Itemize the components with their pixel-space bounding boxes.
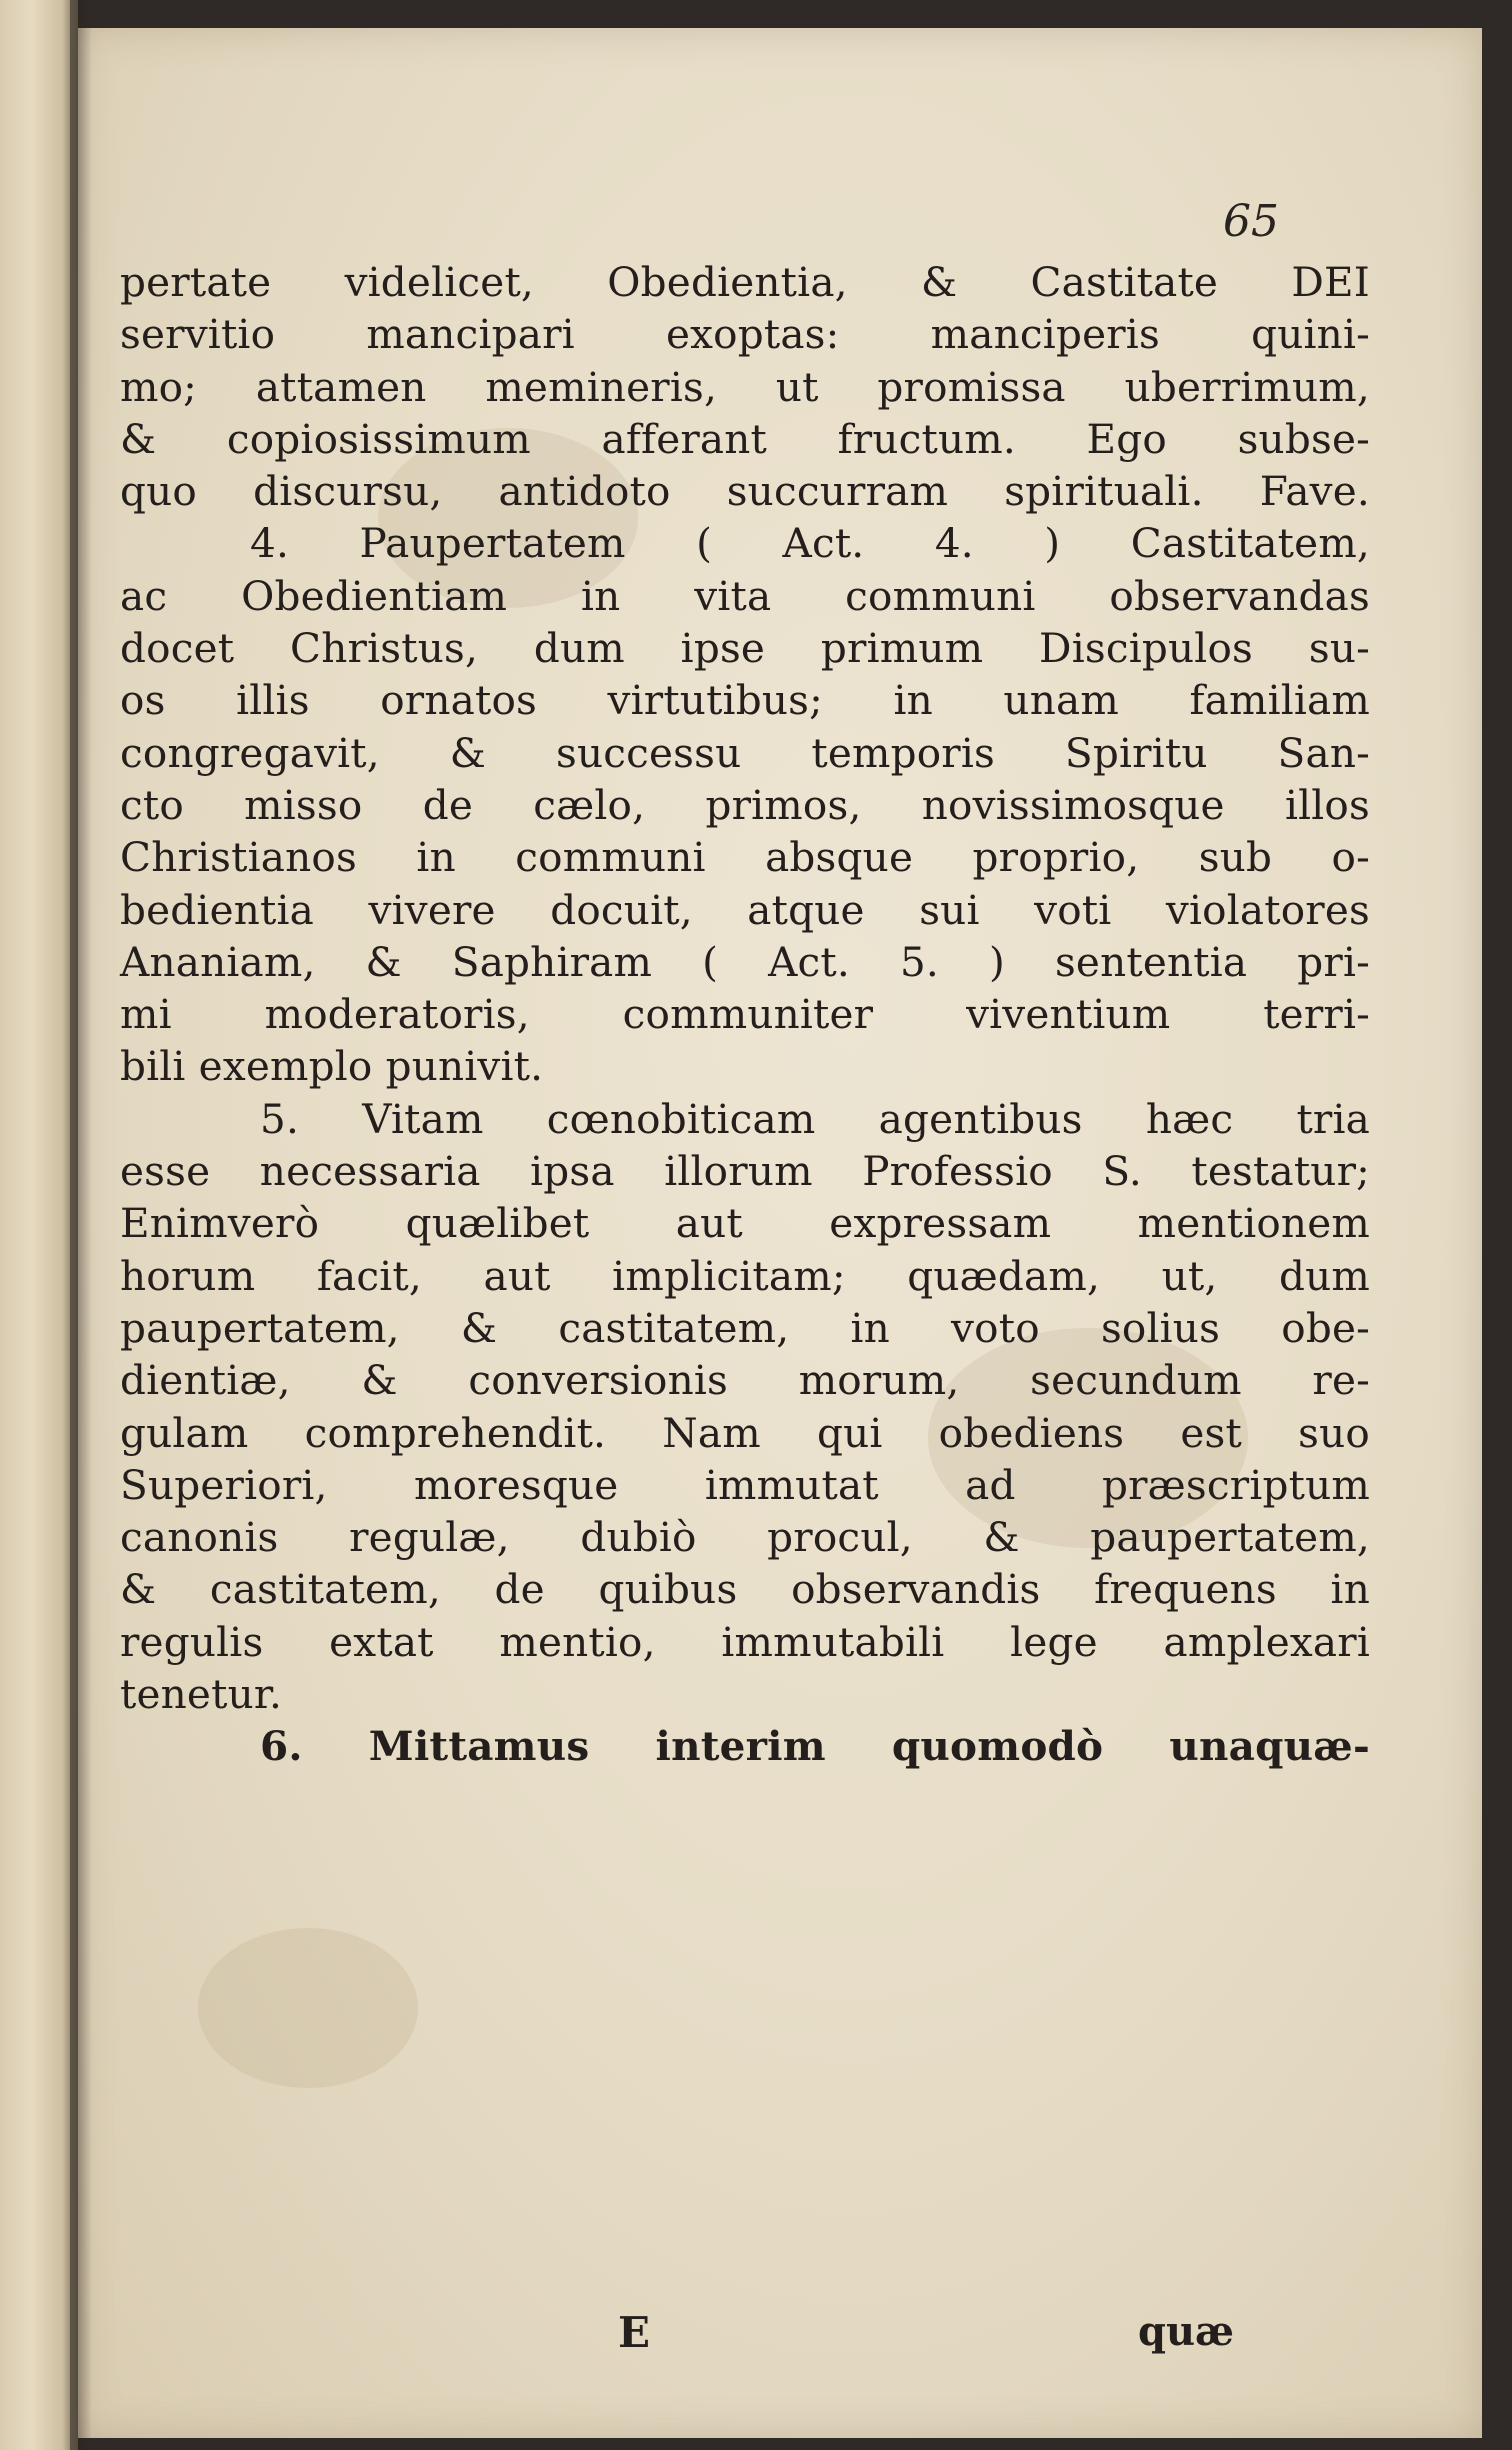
text-line: servitio mancipari exoptas: manciperis quini- <box>120 310 1370 359</box>
text-line: Christianos in communi absque proprio, sub o- <box>120 833 1370 882</box>
book-page <box>78 28 1482 2438</box>
text-line: canonis regulæ, dubiò procul, & paupertatem, <box>120 1513 1370 1562</box>
text-line: & castitatem, de quibus observandis frequens in <box>120 1565 1370 1614</box>
spine-shadow <box>70 0 92 2450</box>
text-line: ac Obedientiam in vita communi observandas <box>120 571 1370 620</box>
text-line: mo; attamen memineris, ut promissa uberrimum, <box>120 362 1370 411</box>
text-line: dientiæ, & conversionis morum, secundum re- <box>120 1356 1370 1405</box>
foxing-stain <box>198 1928 418 2088</box>
text-line: 5. Vitam cœnobiticam agentibus hæc tria <box>260 1094 1370 1143</box>
text-line: paupertatem, & castitatem, in voto solius obe- <box>120 1303 1370 1352</box>
text-line: bili exemplo punivit. <box>120 1042 544 1091</box>
text-line: gulam comprehendit. Nam qui obediens est suo <box>120 1408 1370 1457</box>
text-line: esse necessaria ipsa illorum Professio S. testatur; <box>120 1147 1370 1196</box>
text-line: docet Christus, dum ipse primum Discipulos su- <box>120 624 1370 673</box>
facing-page-edge <box>0 0 78 2450</box>
text-line: Ananiam, & Saphiram ( Act. 5. ) sententia pri- <box>120 937 1370 986</box>
text-line: quo discursu, antidoto succurram spirituali. Fave. <box>120 467 1370 516</box>
signature-mark: E <box>618 2308 651 2357</box>
text-line: Enimverò quælibet aut expressam mentionem <box>120 1199 1370 1248</box>
body-text <box>120 256 1370 1773</box>
text-line: os illis ornatos virtutibus; in unam familiam <box>120 676 1370 725</box>
text-line: mi moderatoris, communiter viventium terri- <box>120 990 1370 1039</box>
page-number: 65 <box>1223 196 1279 247</box>
text-line: cto misso de cælo, primos, novissimosque illos <box>120 780 1370 829</box>
text-line: congregavit, & successu temporis Spiritu San- <box>120 728 1370 777</box>
catchword: quæ <box>1138 2308 1235 2355</box>
text-line: regulis extat mentio, immutabili lege amplexari <box>120 1617 1370 1666</box>
text-line: & copiosissimum afferant fructum. Ego subse- <box>120 414 1370 463</box>
text-line: 6. Mittamus interim quomodò unaquæ- <box>260 1722 1370 1771</box>
text-line: pertate videlicet, Obedientia, & Castitate DEI <box>120 258 1370 306</box>
text-line: Superiori, moresque immutat ad præscriptum <box>120 1460 1370 1509</box>
text-line: 4. Paupertatem ( Act. 4. ) Castitatem, <box>250 519 1370 568</box>
text-line: tenetur. <box>120 1670 283 1719</box>
text-line: horum facit, aut implicitam; quædam, ut, dum <box>120 1251 1370 1300</box>
text-line: bedientia vivere docuit, atque sui voti violatores <box>120 885 1370 934</box>
